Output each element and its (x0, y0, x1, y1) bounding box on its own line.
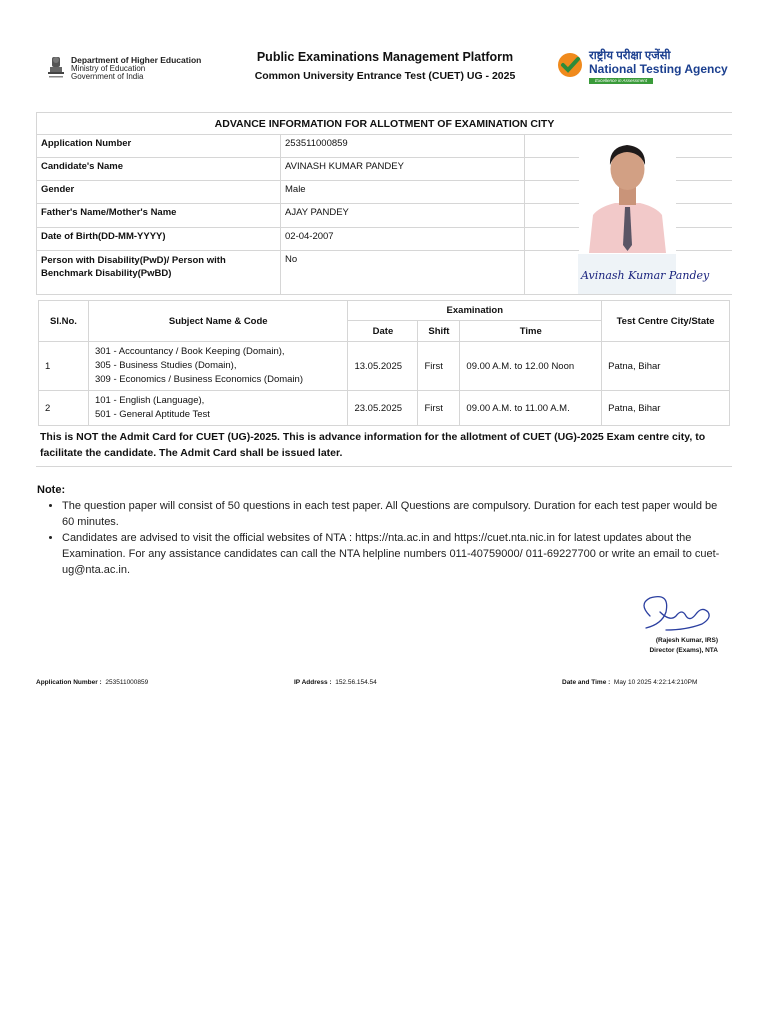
row-date: 13.05.2025 (348, 342, 418, 391)
footer-application-number (36, 679, 148, 686)
subject-line: 309 - Economics / Business Economics (Domain) (94, 374, 303, 385)
subject-line: 501 - General Aptitude Test (94, 409, 210, 420)
national-emblem-icon (45, 54, 67, 84)
col-header-centre: Test Centre City/State (602, 301, 730, 342)
page-title: Public Examinations Management Platform (256, 50, 514, 64)
nta-hindi-name: राष्ट्रीय परीक्षा एजेंसी (589, 50, 671, 62)
ministry-line-2: Ministry of Education (71, 63, 146, 73)
table-row (39, 342, 730, 391)
info-value: No (281, 251, 525, 294)
ministry-logo (45, 52, 215, 86)
col-header-date: Date (348, 321, 418, 342)
row-slno: 1 (39, 342, 89, 391)
row-date: 23.05.2025 (348, 391, 418, 426)
row-time: 09.00 A.M. to 12.00 Noon (460, 342, 602, 391)
director-title: Director (Exams), NTA (649, 647, 718, 654)
col-header-time: Time (460, 321, 602, 342)
row-shift: First (418, 391, 460, 426)
row-subjects (88, 391, 348, 426)
info-value: AVINASH KUMAR PANDEY (281, 158, 525, 180)
admit-card-notice: This is NOT the Admit Card for CUET (UG)-2025. This is advance information for the allotment of CUET (UG)-2025 Exam centre city, to facilitate the candidate. The Admit Card shall be issued later. (40, 431, 706, 459)
info-value: AJAY PANDEY (281, 204, 525, 227)
candidate-signature-text: Avinash Kumar Pandey (581, 269, 710, 282)
row-time: 09.00 A.M. to 11.00 A.M. (460, 391, 602, 426)
info-label: Father's Name/Mother's Name (37, 204, 281, 227)
row-subjects (88, 342, 348, 391)
footer-app-label: Application Number : (36, 679, 102, 686)
notes-list (62, 498, 722, 578)
candidate-signature-image (578, 254, 710, 294)
director-signature-icon (636, 590, 716, 636)
subject-line: 101 - English (Language), (94, 395, 205, 406)
footer-ip-label: IP Address : (294, 679, 332, 686)
row-centre: Patna, Bihar (602, 391, 730, 426)
col-header-shift: Shift (418, 321, 460, 342)
footer-date-time (562, 679, 697, 686)
footer-dt-value: May 10 2025 4:22:14:210PM (613, 679, 698, 686)
nta-tagline: Excellence in Assessment (589, 78, 653, 84)
director-name: (Rajesh Kumar, IRS) (655, 637, 718, 644)
footer-ip-address (294, 679, 377, 686)
subject-line: 301 - Accountancy / Book Keeping (Domain), (94, 346, 285, 357)
table-row (39, 391, 730, 426)
notes-heading: Note: (37, 484, 66, 496)
footer-ip-value: 152.56.154.54 (335, 679, 377, 686)
info-heading: ADVANCE INFORMATION FOR ALLOTMENT OF EXAMINATION CITY (37, 113, 732, 135)
row-shift: First (418, 342, 460, 391)
col-header-examination: Examination (348, 301, 602, 321)
row-slno: 2 (39, 391, 89, 426)
footer-dt-label: Date and Time : (562, 679, 611, 686)
note-item: • Candidates are advised to visit the official websites of NTA : https://nta.ac.in and https://cuet.nta.nic.in for latest updates about the Examination. For any assistance candidates can call the NTA helpline numbers 011-40759000/ 011-69227700 or write an email to cuet-ug@nta.ac.in. (62, 530, 722, 578)
nta-logo (555, 48, 735, 88)
note-item: • The question paper will consist of 50 questions in each test paper. All Questions are compulsory. Duration for each test paper would be 60 minutes. (62, 498, 722, 530)
page-subtitle: Common University Entrance Test (CUET) UG - 2025 (254, 70, 516, 82)
row-centre: Patna, Bihar (602, 342, 730, 391)
info-value: 253511000859 (281, 135, 525, 157)
divider (36, 466, 732, 467)
col-header-slno: Sl.No. (39, 301, 89, 342)
ministry-line-3: Government of India (71, 72, 144, 82)
nta-english-name: National Testing Agency (589, 62, 728, 76)
subject-line: 305 - Business Studies (Domain), (94, 360, 237, 371)
footer-app-value: 253511000859 (105, 679, 149, 686)
candidate-photo (579, 135, 676, 253)
info-label: Person with Disability(PwD)/ Person with Benchmark Disability(PwBD) (37, 251, 281, 294)
info-label: Gender (37, 181, 281, 203)
exam-schedule-table (38, 300, 730, 426)
page-header (0, 40, 768, 90)
info-label: Application Number (37, 135, 281, 157)
ministry-line-1: Department of Higher Education (71, 55, 202, 66)
info-value: Male (281, 181, 525, 203)
info-value: 02-04-2007 (281, 228, 525, 250)
nta-check-icon (557, 52, 583, 78)
col-header-subject: Subject Name & Code (88, 301, 348, 342)
info-label: Date of Birth(DD-MM-YYYY) (37, 228, 281, 250)
info-label: Candidate's Name (37, 158, 281, 180)
